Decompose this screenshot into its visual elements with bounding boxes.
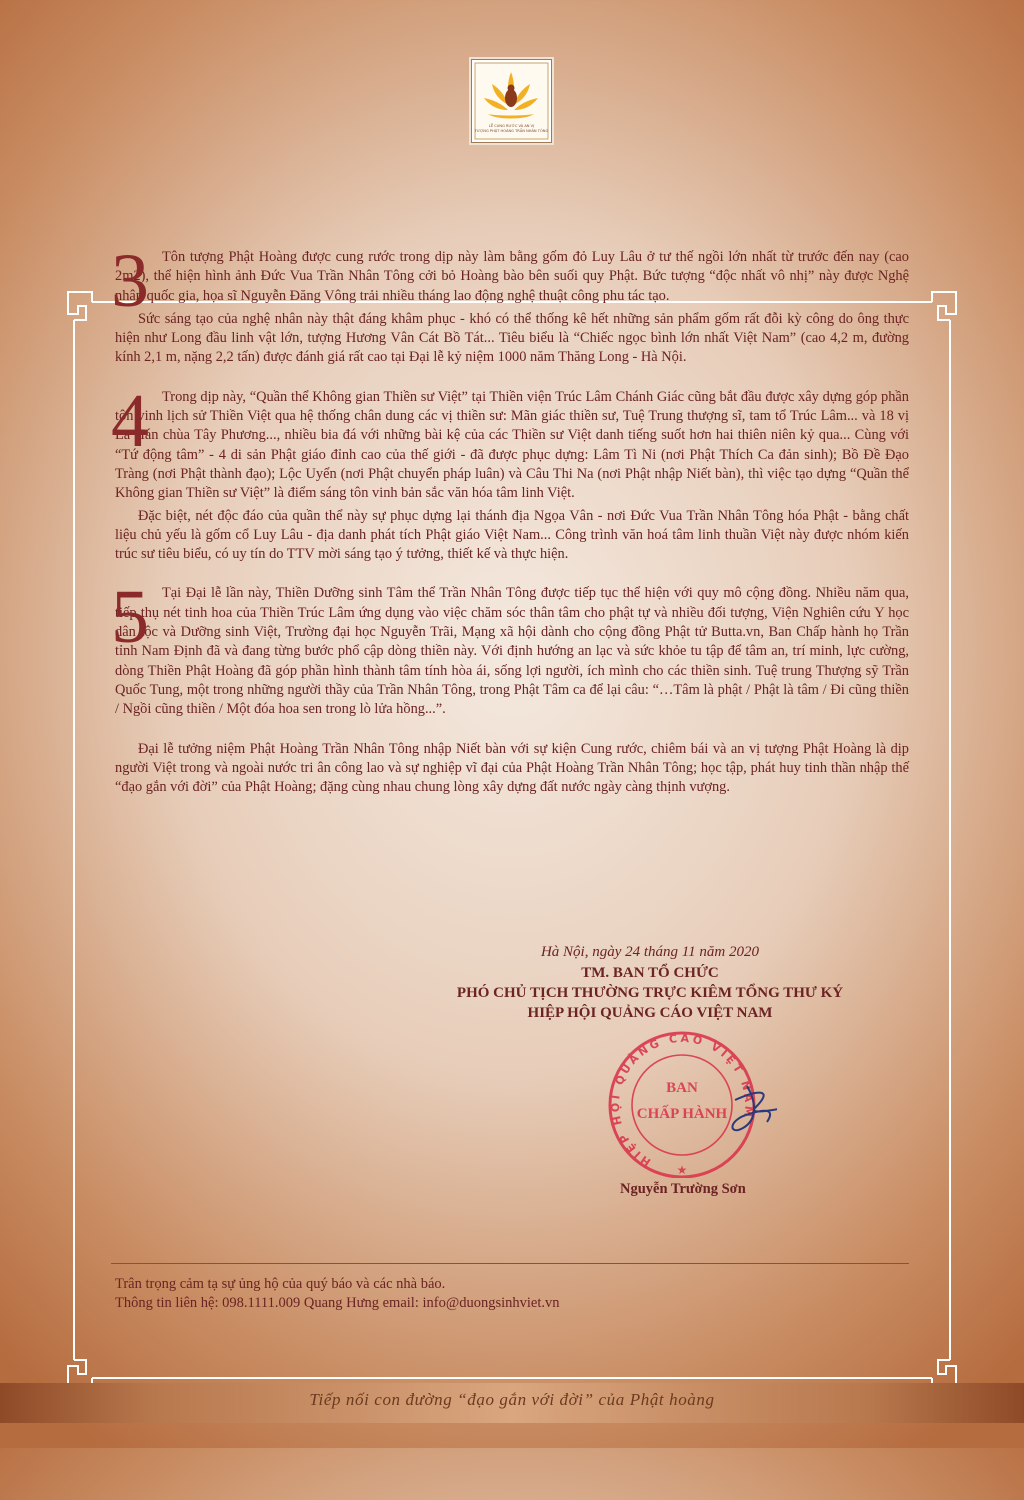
section-paragraph: Tại Đại lễ lần này, Thiền Dưỡng sinh Tâm thể Trần Nhân Tông được tiếp tục thể hiện với quy mô cộng đồng. Nhiều năm qua, tiếp thụ nét tinh hoa của Thiền Trúc Lâm ứng dụng vào việc chăm sóc thân tâm cho phật tự và nhiều đối tượng, Viện Nghiên cứu Y học dân tộc và Dưỡng sinh Việt, Trường đại học Nguyễn Trãi, Mạng xã hội dành cho cộng đồng Phật tử Butta.vn, Ban Chấp hành họ Trần tỉnh Nam Định đã và đang từng bước phổ cập dòng thiền này. Với định hướng an lạc và sức khỏe tu tập để tâm an, trí minh, lực cường, dòng Thiền Phật Hoàng đã góp phần hình thành tâm tính hòa ái, sống lợi người, ích mình cho các thiền sinh. Tuệ trung Thượng sỹ Trần Quốc Tung, một trong những người thầy của Trần Nhân Tông, trong Phật Tâm ca để lại câu: “…Tâm là phật / Phật là tâm / Đi cũng thiền / Ngồi cũng thiền / Một đóa hoa sen trong lò lửa hồng...”. [115, 585, 909, 718]
signature-line-1: TM. BAN TỔ CHỨC [581, 965, 719, 981]
svg-text:BAN: BAN [666, 1080, 698, 1096]
logo-text-line1: LỄ CUNG RƯỚC VÀ AN VỊ [488, 124, 535, 128]
svg-text:CHẤP HÀNH: CHẤP HÀNH [636, 1106, 728, 1122]
tagline: Tiếp nối con đường “đạo gắn với đời” của Phật hoàng [309, 1390, 715, 1409]
section-paragraph: Tôn tượng Phật Hoàng được cung rước trong dịp này làm bằng gốm đỏ Luy Lâu ở tư thế ngồi lớn nhất từ trước đến nay (cao 2m2), thể hiện hình ảnh Đức Vua Trần Nhân Tông cởi bỏ Hoàng bào bên suối quy Phật. Bức tượng “độc nhất vô nhị” này được Nghệ nhân quốc gia, họa sĩ Nguyễn Đăng Vông trải nhiều tháng lao động nghệ thuật công phu tác tạo. [115, 249, 909, 304]
section-paragraph: Trong dịp này, “Quần thể Không gian Thiền sư Việt” tại Thiền viện Trúc Lâm Chánh Giác cũng bắt đầu được xây dựng góp phần tôn vinh lịch sử Thiền Việt qua hệ thống chân dung các vị thiền sư: Mãn giác thiền sư, Tuệ Trung thượng sĩ, tam tổ Trúc Lâm... và 18 vị La Hán chùa Tây Phương..., nhiều bia đá với những bài kệ của các Thiền sư Việt danh tiếng suốt hơn hai thiên niên kỷ qua... Cùng với “Tứ động tâm” - 4 di sản Phật giáo đỉnh cao của thế giới - đã được phục dựng: Lâm Tì Ni (nơi Phật Thích Ca đản sinh); Bồ Đề Đạo Tràng (nơi Phật thành đạo); Lộc Uyển (nơi Phật chuyển pháp luân) và Câu Thi Na (nơi Phật nhập Niết bàn), thì việc tạo dựng “Quần thể Không gian Thiền sư Việt” là điểm sáng tôn vinh bản sắc văn hóa tâm linh Việt. [115, 388, 909, 502]
section-paragraph: Sức sáng tạo của nghệ nhân này thật đáng khâm phục - khó có thể thống kê hết những sản phẩm gốm rất đỗi kỳ công do ông thực hiện như Long đầu linh vật lớn, tượng Hương Vân Cát Bồ Tát... Tiêu biểu là “Chiếc ngọc bình lớn nhất Việt Nam” (cao 4,2 m, đường kính 2,1 m, nặng 2,2 tấn) được đánh giá rất cao tại Đại lễ kỷ niệm 1000 năm Thăng Long - Hà Nội. [115, 310, 909, 366]
footer-divider [111, 1263, 909, 1264]
event-logo [471, 59, 552, 143]
section-5 [111, 575, 909, 719]
signature-line-3: HIỆP HỘI QUẢNG CÁO VIỆT NAM [527, 1005, 773, 1021]
section-paragraph: Đặc biệt, nét độc đáo của quần thể này sự phục dựng lại thánh địa Ngọa Vân - nơi Đức Vua Trần Nhân Tông hóa Phật - bằng chất liệu chủ yếu là gốm cổ Luy Lâu - địa danh phát tích Phật giáo Việt Nam... Công trình văn hoá tâm linh thuần Việt này được nhóm kiến trúc sư tiêu biểu, có uy tín do TTV mời sáng tạo ý tưởng, thiết kế và thực hiện. [115, 507, 909, 563]
signature-line-2: PHÓ CHỦ TỊCH THƯỜNG TRỰC KIÊM TỔNG THƯ KÝ [456, 985, 844, 1001]
section-number: 3 [111, 239, 149, 323]
signature-title [440, 963, 860, 1023]
logo-text-line2: TƯỢNG PHẬT HOÀNG TRẦN NHÂN TÔNG [474, 129, 549, 133]
signature-date: Hà Nội, ngày 24 tháng 11 năm 2020 [540, 944, 760, 960]
section-4 [111, 378, 909, 565]
section-3 [111, 239, 909, 368]
section-number: 4 [111, 378, 149, 463]
official-stamp [607, 1028, 777, 1178]
svg-text:HIỆP HỘI QUẢNG CÁO VIỆT NAM: HIỆP HỘI QUẢNG CÁO VIỆT NAM [608, 1031, 756, 1169]
footer-thanks: Trân trọng cảm tạ sự ủng hộ của quý báo và các nhà báo. [115, 1276, 446, 1292]
section-number: 5 [111, 575, 149, 660]
signer-name: Nguyễn Trường Sơn [620, 1181, 746, 1197]
footer-contact: Thông tin liên hệ: 098.1111.009 Quang Hưng email: info@duongsinhviet.vn [115, 1295, 560, 1311]
svg-text:★: ★ [676, 1163, 688, 1177]
letter-body [111, 239, 909, 797]
closing-paragraph: Đại lễ tưởng niệm Phật Hoàng Trần Nhân Tông nhập Niết bàn với sự kiện Cung rước, chiêm bái và an vị tượng Phật Hoàng là dịp người Việt trong và ngoài nước tri ân công lao và sự nghiệp vĩ đại của Phật Hoàng Trần Nhân Tông; học tập, phát huy tinh thần nhập thế “đạo gắn với đời” của Phật Hoàng; đặng cùng nhau chung lòng xây dựng đất nước ngày càng thịnh vượng. [115, 740, 909, 796]
